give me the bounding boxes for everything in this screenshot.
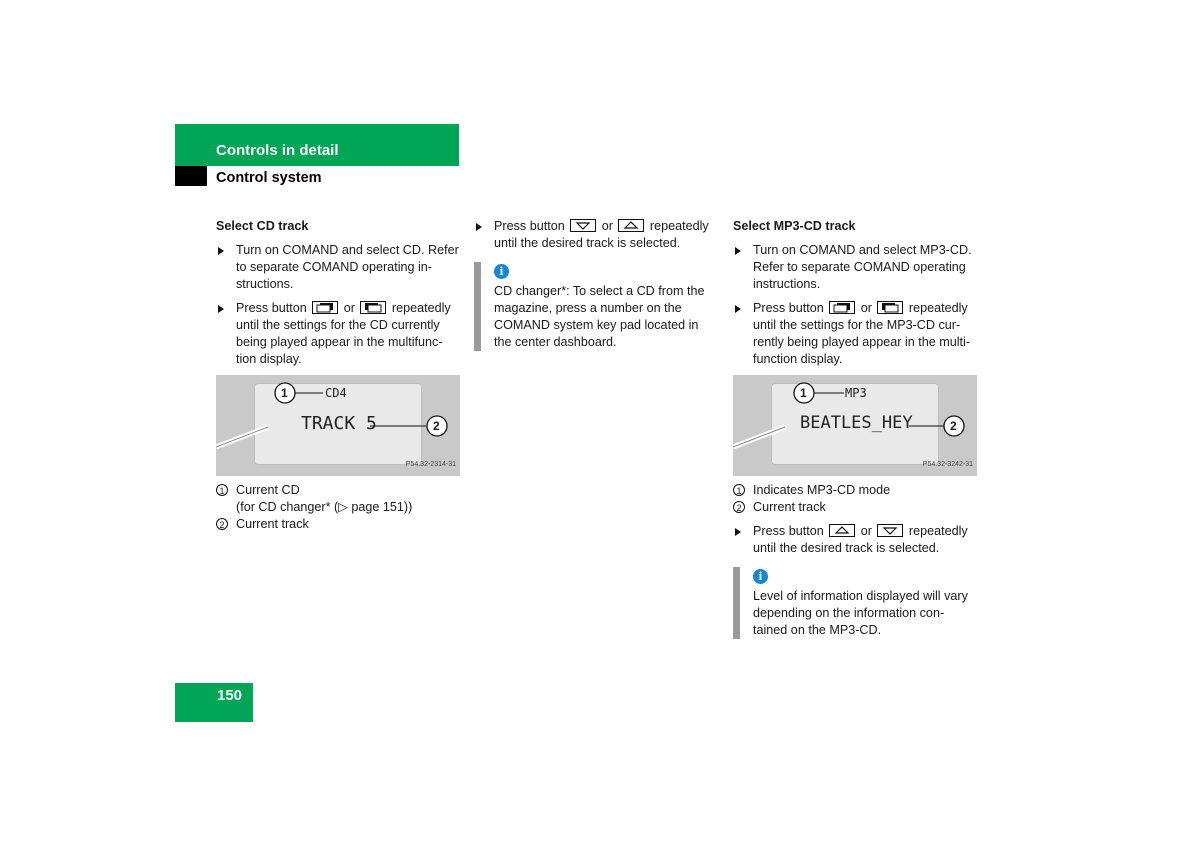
multifunction-display-mp3 [733,375,977,476]
figure-legend [216,482,460,533]
note-bar [733,567,740,639]
next-screen-key-icon [877,301,903,314]
bullet-turn-on-comand-mp3: Turn on COMAND and select MP3-CD. Refer to separate COMAND operating instructions. [733,242,977,293]
bullet-press-up-down: Press button or repeatedly until the desired track is selected. [474,218,718,252]
up-key-icon [829,524,855,537]
bullet-arrow-icon [218,305,224,313]
bullet-turn-on-comand: Turn on COMAND and select CD. Refer to separate COMAND operating in- structions. [216,242,460,293]
column-mp3-track [733,218,977,639]
figure-code: P54.32-2314-31 [405,461,456,468]
bullet-press-button-mp3: Press button or repeatedly until the settings for the MP3-CD cur- rently being played appear in the multi- function display. [733,300,977,368]
bullet-arrow-icon [735,528,741,536]
bullet-arrow-icon [735,305,741,313]
previous-screen-key-icon [312,301,338,314]
info-note-mp3: i Level of information displayed will vary depending on the information con- tained on the MP3-CD. [733,567,977,639]
figure-legend [733,482,977,516]
callout-2: 2 [433,419,440,433]
section-title: Controls in detail [216,142,339,159]
down-key-icon [877,524,903,537]
callout-1: 1 [281,386,288,400]
display-mp3-label: MP3 [845,386,867,400]
down-key-icon [570,219,596,232]
note-bar [474,262,481,351]
heading-select-mp3-track: Select MP3-CD track [733,219,856,233]
callout-2: 2 [950,419,957,433]
legend-item: (for CD changer* (▷ page 151)) [236,500,413,514]
legend-item: 1 Indicates MP3-CD mode [733,482,977,499]
bullet-arrow-icon [218,247,224,255]
multifunction-display-cd [216,375,460,476]
header-marker [175,166,207,186]
up-key-icon [618,219,644,232]
previous-screen-key-icon [829,301,855,314]
bullet-arrow-icon [735,247,741,255]
heading-select-cd-track: Select CD track [216,219,309,233]
display-track-label: TRACK 5 [301,413,377,434]
page-number-tab [175,683,253,722]
subsection-title: Control system [216,170,322,186]
column-cd-track [216,218,460,540]
legend-item: 2 Current track [733,499,977,516]
bullet-press-button: Press button or repeatedly until the settings for the CD currently being played appear in the multifunc- tion display. [216,300,460,368]
display-track-label: BEATLES_HEY [800,413,913,433]
callout-1: 1 [800,386,807,400]
column-cd-note [474,218,718,351]
legend-item: 2 Current track [216,516,460,533]
display-cd-label: CD4 [325,386,347,400]
info-icon: i [753,569,768,584]
info-icon: i [494,264,509,279]
page-number: 150 [217,687,243,704]
legend-item: 1 Current CD [216,482,460,499]
bullet-press-up-down-mp3: Press button or repeatedly until the desired track is selected. [733,523,977,557]
figure-code: P54.32-3242-31 [922,461,973,468]
next-screen-key-icon [360,301,386,314]
info-note-cd-changer: i CD changer*: To select a CD from the magazine, press a number on the COMAND system key pad located in the center dashboard. [474,262,718,351]
bullet-arrow-icon [476,223,482,231]
